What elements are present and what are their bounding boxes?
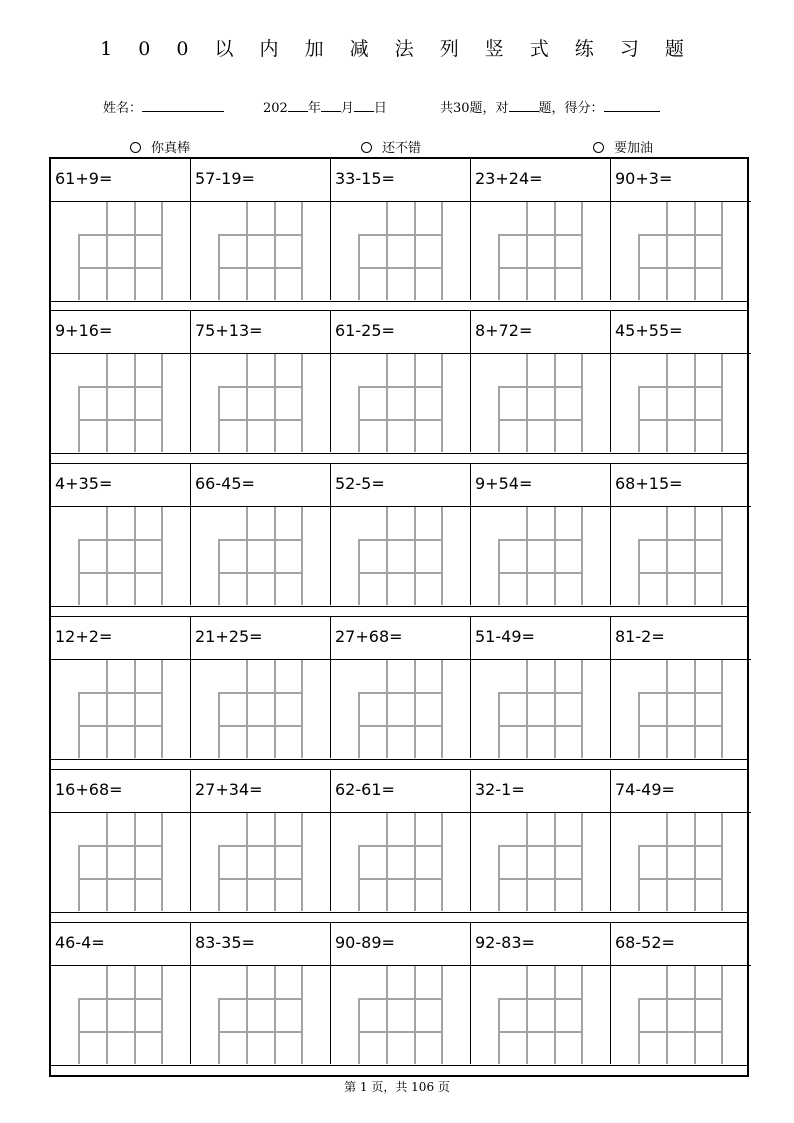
grid-line [134,660,136,758]
grid-line [554,813,556,911]
vertical-calc-grid[interactable] [218,507,303,605]
grid-line [386,813,388,911]
vertical-calc-grid[interactable] [498,660,583,758]
grid-line [218,692,303,694]
grid-line [218,539,303,541]
problem-row [51,770,747,911]
grid-line [246,813,248,911]
grid-line [78,878,163,880]
problem-cell [191,770,331,911]
grid-line [78,725,163,727]
grid-line [218,419,303,421]
problem-expression: 52-5= [331,464,470,507]
grid-line [274,813,276,911]
grid-line [78,845,163,847]
vertical-calc-grid[interactable] [638,660,723,758]
grid-line [301,660,303,758]
problem-cell [331,770,471,911]
problem-cell [191,617,331,758]
vertical-calc-grid[interactable] [358,966,443,1064]
correct-blank[interactable] [509,98,539,112]
problem-cell [331,311,471,452]
name-blank[interactable] [142,98,224,112]
grid-line [161,966,163,1064]
grid-line [386,202,388,300]
row-separator [51,453,747,454]
page-footer: 第 1 页，共 106 页 [344,1080,450,1094]
problem-expression: 23+24= [471,159,610,202]
grid-line [246,507,248,605]
grid-line [106,507,108,605]
grid-line [721,202,723,300]
grid-line [358,419,443,421]
problem-expression: 27+34= [191,770,330,813]
grid-line [441,966,443,1064]
grid-line [638,998,723,1000]
grid-line [498,878,583,880]
grid-line [441,202,443,300]
date-field[interactable] [263,97,387,116]
vertical-calc-grid[interactable] [358,354,443,452]
grid-line [638,419,723,421]
problem-cell [51,923,191,1064]
problem-cell [611,923,751,1064]
grid-line [106,354,108,452]
grid-line [301,202,303,300]
grid-line [246,660,248,758]
grid-line [638,845,723,847]
radio-circle-icon[interactable] [130,142,141,153]
grid-line [526,813,528,911]
grid-line [554,660,556,758]
grid-line [78,234,163,236]
grid-line [694,354,696,452]
grid-line [274,354,276,452]
grid-line [246,202,248,300]
vertical-calc-grid[interactable] [358,507,443,605]
grid-line [526,660,528,758]
score-field[interactable] [440,97,660,116]
rating-option[interactable] [361,137,421,156]
grid-line [414,354,416,452]
grid-line [638,692,723,694]
grid-line [301,813,303,911]
day-label: 日 [373,101,387,116]
problem-expression: 81-2= [611,617,751,660]
grid-line [386,660,388,758]
vertical-calc-grid[interactable] [498,354,583,452]
problem-expression: 9+54= [471,464,610,507]
grid-line [414,202,416,300]
vertical-calc-grid[interactable] [498,507,583,605]
problem-expression: 66-45= [191,464,330,507]
problem-row [51,464,747,605]
problem-expression: 62-61= [331,770,470,813]
grid-line [358,878,443,880]
grid-line [134,202,136,300]
grid-line [414,660,416,758]
problem-cell [471,159,611,300]
problem-cell [471,923,611,1064]
problem-expression: 74-49= [611,770,751,813]
vertical-calc-grid[interactable] [218,660,303,758]
row-separator [51,301,747,302]
grid-line [218,998,303,1000]
vertical-calc-grid[interactable] [498,966,583,1064]
grid-line [554,507,556,605]
problem-expression: 21+25= [191,617,330,660]
grid-line [218,878,303,880]
problem-expression: 33-15= [331,159,470,202]
row-separator [51,759,747,760]
problem-cell [611,617,751,758]
vertical-calc-grid[interactable] [218,813,303,911]
problem-expression: 12+2= [51,617,190,660]
grid-line [106,202,108,300]
problem-expression: 9+16= [51,311,190,354]
problem-cell [331,617,471,758]
grid-line [78,267,163,269]
problem-expression: 61+9= [51,159,190,202]
day-blank[interactable] [354,98,374,112]
grid-line [638,725,723,727]
grid-line [134,813,136,911]
grid-line [386,507,388,605]
grid-line [218,725,303,727]
problem-cell [611,159,751,300]
grid-line [638,386,723,388]
grid-line [414,507,416,605]
problem-expression: 51-49= [471,617,610,660]
grid-line [581,813,583,911]
grid-line [134,507,136,605]
vertical-calc-grid[interactable] [358,660,443,758]
grid-line [161,813,163,911]
grid-line [581,507,583,605]
grid-line [498,1031,583,1033]
problem-cell [471,311,611,452]
vertical-calc-grid[interactable] [358,813,443,911]
problem-cell [611,770,751,911]
grid-line [638,572,723,574]
grid-line [106,813,108,911]
problem-expression: 45+55= [611,311,751,354]
grid-line [498,725,583,727]
grid-line [301,354,303,452]
problem-cell [331,923,471,1064]
problem-expression: 57-19= [191,159,330,202]
grid-line [554,354,556,452]
problem-expression: 61-25= [331,311,470,354]
grid-line [274,660,276,758]
problem-cell [51,617,191,758]
problem-row [51,311,747,452]
radio-circle-icon[interactable] [593,142,604,153]
problem-row [51,617,747,758]
grid-line [78,386,163,388]
grid-line [161,660,163,758]
vertical-calc-grid[interactable] [218,202,303,300]
grid-line [721,813,723,911]
problem-expression: 8+72= [471,311,610,354]
grid-line [721,354,723,452]
grid-line [106,966,108,1064]
problem-expression: 83-35= [191,923,330,966]
problem-cell [331,464,471,605]
grid-line [638,878,723,880]
vertical-calc-grid[interactable] [638,507,723,605]
rating-option[interactable] [593,137,653,156]
problem-expression: 32-1= [471,770,610,813]
grid-line [666,813,668,911]
problem-expression: 90+3= [611,159,751,202]
grid-line [301,507,303,605]
grid-line [694,660,696,758]
grid-line [498,539,583,541]
grid-line [78,539,163,541]
total-label: 共30题，对 [440,101,509,116]
grid-line [161,202,163,300]
problem-cell [51,311,191,452]
name-label: 姓名： [103,101,143,116]
problem-cell [191,464,331,605]
problem-expression: 68+15= [611,464,751,507]
grid-line [441,660,443,758]
vertical-calc-grid[interactable] [638,813,723,911]
problem-expression: 92-83= [471,923,610,966]
grid-line [498,845,583,847]
grid-line [161,354,163,452]
grid-line [134,966,136,1064]
grid-line [358,1031,443,1033]
grid-line [638,1031,723,1033]
correct-suffix: 题，得分： [538,101,604,116]
problem-cell [51,464,191,605]
row-separator [51,606,747,607]
problem-expression: 75+13= [191,311,330,354]
grid-line [358,725,443,727]
grid-line [358,267,443,269]
problem-expression: 46-4= [51,923,190,966]
grid-line [498,692,583,694]
grid-line [498,234,583,236]
grid-line [721,507,723,605]
vertical-calc-grid[interactable] [638,966,723,1064]
page-title: 1 0 0 以 内 加 减 法 列 竖 式 练 习 题 [100,38,694,60]
grid-line [526,354,528,452]
row-separator [51,1065,747,1066]
vertical-calc-grid[interactable] [638,202,723,300]
vertical-calc-grid[interactable] [78,202,163,300]
grid-line [666,202,668,300]
grid-line [694,813,696,911]
month-blank[interactable] [321,98,341,112]
grid-line [386,966,388,1064]
grid-line [554,202,556,300]
grid-line [666,660,668,758]
vertical-calc-grid[interactable] [218,354,303,452]
vertical-calc-grid[interactable] [498,202,583,300]
problem-expression: 90-89= [331,923,470,966]
problem-cell [191,923,331,1064]
vertical-calc-grid[interactable] [638,354,723,452]
vertical-calc-grid[interactable] [78,660,163,758]
vertical-calc-grid[interactable] [78,507,163,605]
row-separator [51,912,747,913]
grid-line [78,692,163,694]
grid-line [358,845,443,847]
grid-line [78,419,163,421]
grid-line [218,845,303,847]
grid-line [358,692,443,694]
problem-cell [51,159,191,300]
grid-line [441,354,443,452]
grid-line [358,998,443,1000]
grid-line [554,966,556,1064]
grid-line [78,572,163,574]
grid-line [358,539,443,541]
rating-option[interactable] [130,137,190,156]
grid-line [274,202,276,300]
problem-expression: 16+68= [51,770,190,813]
grid-line [106,660,108,758]
grid-line [666,966,668,1064]
year-label: 年 [307,101,321,116]
grid-line [694,202,696,300]
grid-line [358,386,443,388]
grid-line [581,966,583,1064]
grid-line [414,813,416,911]
vertical-calc-grid[interactable] [358,202,443,300]
grid-line [218,386,303,388]
grid-line [638,267,723,269]
vertical-calc-grid[interactable] [78,354,163,452]
grid-line [526,966,528,1064]
grid-line [441,813,443,911]
grid-line [498,386,583,388]
year-blank[interactable] [288,98,308,112]
grid-line [638,234,723,236]
radio-circle-icon[interactable] [361,142,372,153]
grid-line [246,354,248,452]
grid-line [498,998,583,1000]
name-field[interactable] [103,97,224,116]
problem-cell [471,770,611,911]
grid-line [358,572,443,574]
grid-line [134,354,136,452]
vertical-calc-grid[interactable] [218,966,303,1064]
grid-line [638,539,723,541]
rating-label: 你真棒 [151,141,191,156]
grid-line [721,966,723,1064]
grid-line [358,234,443,236]
problem-cell [471,617,611,758]
problem-cell [331,159,471,300]
grid-line [581,202,583,300]
year-prefix: 202 [263,101,288,116]
grid-line [581,660,583,758]
vertical-calc-grid[interactable] [78,813,163,911]
grid-line [694,507,696,605]
grid-line [581,354,583,452]
grid-line [218,572,303,574]
problem-row [51,159,747,300]
month-label: 月 [340,101,354,116]
problem-expression: 27+68= [331,617,470,660]
score-blank[interactable] [604,98,660,112]
grid-line [78,1031,163,1033]
grid-line [526,202,528,300]
grid-line [218,267,303,269]
problem-cell [191,311,331,452]
grid-line [414,966,416,1064]
grid-line [274,507,276,605]
problem-cell [611,464,751,605]
grid-line [498,572,583,574]
problem-expression: 68-52= [611,923,751,966]
rating-label: 还不错 [382,141,422,156]
grid-line [218,234,303,236]
problem-cell [611,311,751,452]
grid-line [498,267,583,269]
grid-line [666,354,668,452]
grid-line [78,998,163,1000]
grid-line [274,966,276,1064]
problem-row [51,923,747,1064]
grid-line [694,966,696,1064]
grid-line [498,419,583,421]
problem-cell [471,464,611,605]
problem-cell [51,770,191,911]
vertical-calc-grid[interactable] [78,966,163,1064]
grid-line [301,966,303,1064]
grid-line [161,507,163,605]
grid-line [526,507,528,605]
grid-line [721,660,723,758]
grid-line [246,966,248,1064]
grid-line [218,1031,303,1033]
rating-label: 要加油 [614,141,654,156]
vertical-calc-grid[interactable] [498,813,583,911]
grid-line [441,507,443,605]
grid-line [666,507,668,605]
worksheet-grid [49,157,749,1077]
problem-expression: 4+35= [51,464,190,507]
grid-line [386,354,388,452]
problem-cell [191,159,331,300]
